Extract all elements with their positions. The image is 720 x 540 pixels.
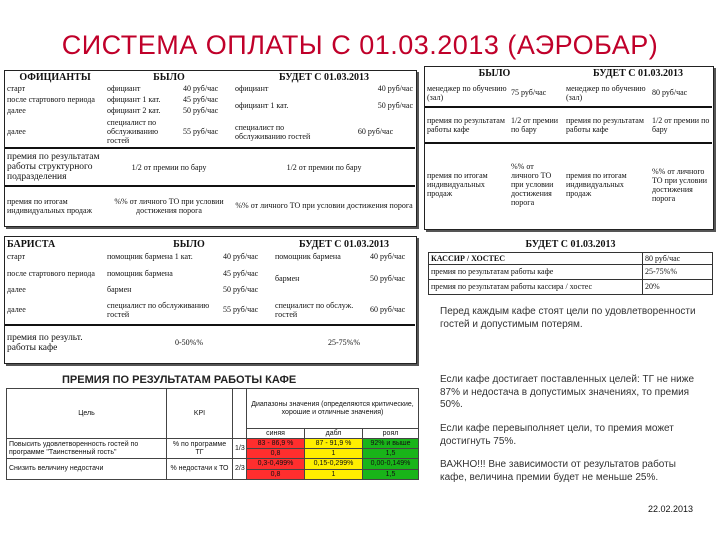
baristas-r5-label: премия по результ. работы кафе: [5, 325, 105, 359]
kpi-low-heading: синяя: [247, 429, 305, 439]
baristas-r4-will: специалист по обслуж. гостей: [275, 300, 354, 319]
managers-table: [424, 66, 714, 230]
managers-r3-was-val: %% от личного ТО при условии достижения порога: [509, 143, 564, 225]
kpi-weight-heading: [233, 389, 247, 439]
managers-will-heading: БУДЕТ С 01.03.2013: [593, 67, 684, 79]
baristas-r4-was-rate: 55 руб/час: [223, 305, 259, 314]
baristas-r4-was: специалист по обслуживанию гостей: [107, 300, 210, 319]
kpi-g2-low-points: 0,8: [247, 470, 305, 480]
waiters-table: [4, 70, 417, 227]
waiters-r1-will-rate: 40 руб/час: [377, 84, 414, 93]
cashier-r1: премия по результатам работы кафе: [429, 264, 643, 279]
waiters-r5-was: 1/2 от премии по бару: [105, 148, 233, 186]
baristas-r4-label: далее: [7, 305, 26, 314]
waiters-r5-label: премия по результатам работы структурного подразделения: [5, 148, 105, 186]
baristas-heading: БАРИСТА: [7, 238, 56, 250]
kpi-grid: [6, 388, 419, 480]
document-date: 22.02.2013: [648, 504, 694, 514]
waiters-r2-was: официант 1 кат.: [107, 95, 161, 104]
kpi-g1-low-points: 0,8: [247, 449, 305, 459]
baristas-r3-was-rate: 50 руб/час: [223, 285, 259, 294]
waiters-r2-will-rate: 50 руб/час: [377, 100, 414, 110]
kpi-g1-low: 83 - 86,9 %: [247, 439, 305, 449]
kpi-weight-1: 1/3: [233, 439, 247, 459]
kpi-g2-low: 0,3-0,499%: [247, 459, 305, 470]
waiters-r1-was-rate: 40 руб/час: [183, 84, 219, 93]
kpi-g2-high: 0,00-0,149%: [363, 459, 419, 470]
cashier-r2: премия по результатам работы кассира / хостес: [429, 279, 643, 294]
waiters-r1-label: старт: [7, 84, 26, 93]
kpi-kpi-heading: KPI: [167, 389, 233, 439]
managers-r3-will-val: %% от личного ТО при условии достижения порога: [650, 143, 712, 225]
cashier-grid: [428, 238, 713, 295]
waiters-r6-was: %% от личного ТО при условии достижения порога: [105, 186, 233, 224]
baristas-r4-will-rate: 60 руб/час: [370, 305, 406, 314]
kpi-kpi-1: % по программе ТГ: [167, 439, 233, 459]
waiters-r4-was-rate: 55 руб/час: [183, 127, 219, 136]
kpi-g2-mid: 0,15-0,299%: [305, 459, 363, 470]
waiters-r4-was: специалист по обслуживанию гостей: [107, 118, 159, 145]
waiters-r1-will: официант: [235, 84, 269, 93]
waiters-r3-was-rate: 50 руб/час: [183, 106, 219, 115]
waiters-r6-label: премия по итогам индивидуальных продаж: [5, 186, 105, 224]
kpi-g2-mid-points: 1: [305, 470, 363, 480]
waiters-r3-label: далее: [7, 106, 26, 115]
baristas-r5-will: 25-75%%: [273, 325, 415, 359]
cashier-rate: 80 руб/час: [643, 252, 713, 264]
waiters-grid: [5, 71, 415, 224]
managers-was-heading: БЫЛО: [478, 67, 511, 79]
baristas-was-heading: БЫЛО: [173, 238, 205, 250]
managers-r3-was: премия по итогам индивидуальных продаж: [425, 143, 509, 225]
waiters-was-heading: БЫЛО: [153, 71, 185, 83]
cashier-will-heading: БУДЕТ С 01.03.2013: [525, 239, 616, 251]
managers-r2-was-val: 1/2 от премии по бару: [509, 107, 564, 143]
managers-r2-will-val: 1/2 от премии по бару: [650, 107, 712, 143]
waiters-r4-label: далее: [7, 127, 26, 136]
cashier-r2-val: 20%: [643, 279, 713, 294]
baristas-r1-will: помощник бармена: [275, 252, 341, 261]
baristas-table: [4, 236, 417, 364]
baristas-r1-was-rate: 40 руб/час: [223, 252, 259, 261]
baristas-r1-label: старт: [7, 252, 26, 261]
note-goals: Перед каждым кафе стоят цели по удовлетворенности гостей и допустимым потерям.: [440, 306, 696, 330]
waiters-r3-was: официант 2 кат.: [107, 106, 161, 115]
cashier-r1-val: 25-75%%: [643, 264, 713, 279]
waiters-r2-label: после стартового периода: [7, 95, 95, 104]
kpi-high-heading: роял: [363, 429, 419, 439]
note-target: Если кафе достигает поставленных целей: ТГ не ниже 87% и недостача в допустимых значениях, то премия 50%.: [440, 374, 695, 410]
waiters-r5-will: 1/2 от премии по бару: [233, 148, 415, 186]
cashier-table: [428, 238, 712, 298]
kpi-mid-heading: дабл: [305, 429, 363, 439]
kpi-g1-high: 92% и выше: [363, 439, 419, 449]
baristas-r2-was: помощник бармена: [107, 268, 173, 278]
baristas-r2-label: после стартового периода: [7, 268, 95, 278]
baristas-r2-will-rate: 50 руб/час: [370, 274, 406, 283]
waiters-will-heading: БУДЕТ С 01.03.2013: [279, 71, 370, 83]
note-important: ВАЖНО!!! Вне зависимости от результатов работы кафе, величина премии будет не меньше 25%.: [440, 459, 676, 483]
managers-r1-was-rate: 75 руб/час: [511, 88, 547, 97]
kpi-weight-2: 2/3: [233, 459, 247, 480]
kpi-goal-heading: Цель: [7, 389, 167, 439]
kpi-ranges-heading: Диапазоны значения (определяются критические, хорошие и отличные значения): [247, 389, 419, 429]
waiters-r4-will-rate: 60 руб/час: [357, 127, 394, 136]
managers-r2-will: премия по результатам работы кафе: [564, 107, 650, 143]
managers-r1-was: менеджер по обучению (зал): [427, 83, 507, 102]
baristas-r2-will: бармен: [275, 274, 300, 283]
kpi-g1-high-points: 1,5: [363, 449, 419, 459]
kpi-g2-high-points: 1,5: [363, 470, 419, 480]
page-title: СИСТЕМА ОПЛАТЫ С 01.03.2013 (АЭРОБАР): [61, 30, 659, 60]
waiters-heading: ОФИЦИАНТЫ: [19, 71, 91, 83]
baristas-grid: [5, 237, 415, 359]
baristas-r1-will-rate: 40 руб/час: [370, 252, 406, 261]
baristas-r1-was: помощник бармена 1 кат.: [107, 252, 193, 261]
kpi-table: [6, 388, 418, 480]
baristas-r5-was: 0-50%%: [105, 325, 273, 359]
kpi-kpi-2: % недостачи к ТО: [167, 459, 233, 480]
managers-grid: [425, 67, 712, 225]
note-exceed: Если кафе перевыполняет цели, то премия может достигнуть 75%.: [440, 423, 674, 447]
waiters-r2-will: официант 1 кат.: [235, 100, 289, 110]
managers-r2-was: премия по результатам работы кафе: [425, 107, 509, 143]
waiters-r6-will: %% от личного ТО при условии достижения порога: [233, 186, 415, 224]
kpi-title: ПРЕМИЯ ПО РЕЗУЛЬТАТАМ РАБОТЫ КАФЕ: [62, 374, 297, 386]
baristas-r2-was-rate: 45 руб/час: [223, 268, 259, 278]
baristas-will-heading: БУДЕТ С 01.03.2013: [299, 238, 390, 250]
managers-r1-will: менеджер по обучению (зал): [566, 83, 646, 102]
kpi-g1-mid-points: 1: [305, 449, 363, 459]
waiters-r4-will: специалист по обслуживанию гостей: [235, 122, 311, 141]
baristas-r3-label: далее: [7, 285, 26, 294]
cashier-role: КАССИР / ХОСТЕС: [429, 252, 643, 264]
kpi-goal-1: Повысить удовлетворенность гостей по программе "Таинственный гость": [7, 439, 167, 459]
kpi-goal-2: Снизить величину недостачи: [7, 459, 167, 480]
managers-r3-will: премия по итогам индивидуальных продаж: [564, 143, 650, 225]
waiters-r2-was-rate: 45 руб/час: [183, 95, 219, 104]
waiters-r1-was: официант: [107, 84, 141, 93]
managers-r1-will-rate: 80 руб/час: [652, 88, 688, 97]
baristas-r3-was: бармен: [107, 285, 132, 294]
kpi-g1-mid: 87 - 91,9 %: [305, 439, 363, 449]
